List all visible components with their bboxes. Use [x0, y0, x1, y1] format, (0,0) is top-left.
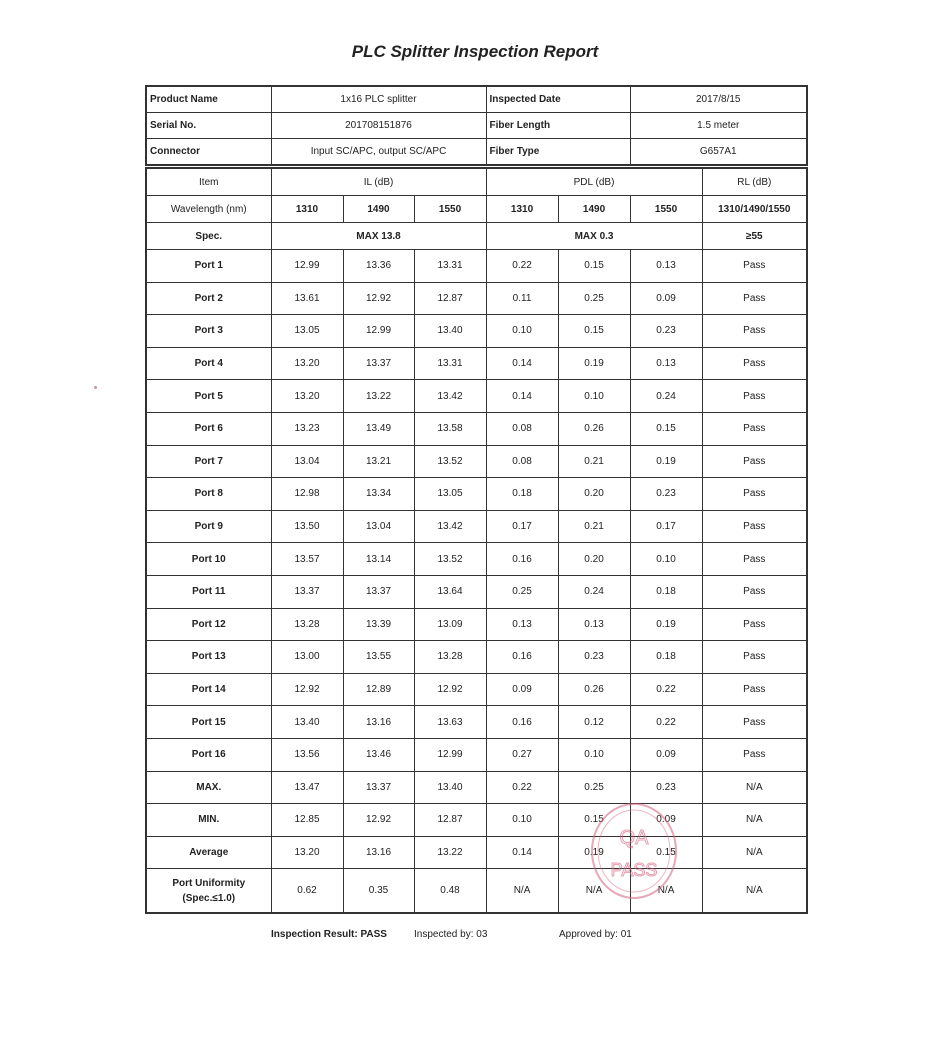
value-cell: 0.24: [558, 575, 630, 608]
value-cell: 0.17: [630, 510, 702, 543]
value-cell: 13.31: [414, 250, 486, 283]
value-cell: 0.25: [558, 771, 630, 804]
value-cell: 13.31: [414, 347, 486, 380]
table-row: [146, 380, 807, 413]
table-row: [146, 738, 807, 771]
value-cell: 0.10: [486, 804, 558, 837]
value-cell: 0.21: [558, 510, 630, 543]
table-row: [146, 804, 807, 837]
row-label: Port 9: [146, 510, 271, 543]
value-cell: 13.22: [343, 380, 414, 413]
row-label: Port 11: [146, 575, 271, 608]
value-cell: 13.28: [414, 641, 486, 674]
value-cell: Pass: [702, 282, 807, 315]
value-cell: 13.40: [414, 771, 486, 804]
value-cell: 0.23: [630, 315, 702, 348]
info-label: Serial No.: [146, 113, 271, 139]
info-row: [146, 113, 807, 139]
row-label: Port 3: [146, 315, 271, 348]
value-cell: Pass: [702, 673, 807, 706]
info-value: Input SC/APC, output SC/APC: [271, 139, 486, 166]
table-row: [146, 445, 807, 478]
value-cell: 13.04: [271, 445, 343, 478]
value-cell: 13.57: [271, 543, 343, 576]
value-cell: 0.19: [630, 608, 702, 641]
value-cell: 13.40: [271, 706, 343, 739]
value-cell: 0.24: [630, 380, 702, 413]
value-cell: 0.21: [558, 445, 630, 478]
row-label: Port 4: [146, 347, 271, 380]
spec-il: MAX 13.8: [271, 223, 486, 250]
value-cell: Pass: [702, 543, 807, 576]
value-cell: Pass: [702, 608, 807, 641]
value-cell: 0.15: [558, 315, 630, 348]
spec-rl: ≥55: [702, 223, 807, 250]
value-cell: 12.99: [343, 315, 414, 348]
value-cell: N/A: [702, 804, 807, 837]
info-label: Inspected Date: [486, 86, 630, 113]
value-cell: 0.23: [630, 771, 702, 804]
value-cell: 13.49: [343, 412, 414, 445]
value-cell: 12.85: [271, 804, 343, 837]
value-cell: Pass: [702, 641, 807, 674]
value-cell: 13.37: [343, 347, 414, 380]
value-cell: 12.99: [414, 738, 486, 771]
value-cell: Pass: [702, 412, 807, 445]
info-value: 2017/8/15: [630, 86, 807, 113]
uniformity-label-line2: (Spec.≤1.0): [182, 892, 236, 904]
value-cell: 0.26: [558, 673, 630, 706]
value-cell: N/A: [702, 836, 807, 869]
value-cell: 13.04: [343, 510, 414, 543]
table-row: [146, 836, 807, 869]
value-cell: 0.22: [630, 673, 702, 706]
row-label: Port 15: [146, 706, 271, 739]
wavelength-cell: 1490: [558, 196, 630, 223]
value-cell: N/A: [702, 771, 807, 804]
value-cell: 0.14: [486, 347, 558, 380]
table-row: [146, 510, 807, 543]
wavelength-cell: 1310/1490/1550: [702, 196, 807, 223]
value-cell: N/A: [702, 869, 807, 914]
il-header: IL (dB): [271, 168, 486, 196]
value-cell: 13.52: [414, 543, 486, 576]
value-cell: 0.15: [558, 804, 630, 837]
value-cell: 13.22: [414, 836, 486, 869]
value-cell: 0.23: [630, 478, 702, 511]
value-cell: 0.25: [558, 282, 630, 315]
info-row: [146, 139, 807, 166]
spec-label: Spec.: [146, 223, 271, 250]
value-cell: 13.09: [414, 608, 486, 641]
row-label: Port 1: [146, 250, 271, 283]
info-label: Product Name: [146, 86, 271, 113]
value-cell: 0.10: [630, 543, 702, 576]
value-cell: 13.34: [343, 478, 414, 511]
value-cell: 0.15: [558, 250, 630, 283]
value-cell: 0.11: [486, 282, 558, 315]
value-cell: 12.92: [271, 673, 343, 706]
value-cell: 13.63: [414, 706, 486, 739]
inspection-result: Inspection Result: PASS: [271, 929, 387, 940]
inspected-by: Inspected by: 03: [414, 929, 488, 940]
value-cell: 0.22: [486, 771, 558, 804]
value-cell: 13.39: [343, 608, 414, 641]
wavelength-cell: 1310: [486, 196, 558, 223]
value-cell: 0.16: [486, 641, 558, 674]
wavelength-cell: 1310: [271, 196, 343, 223]
row-label: Port 14: [146, 673, 271, 706]
value-cell: 0.22: [630, 706, 702, 739]
scan-speck: [94, 386, 97, 389]
value-cell: 0.09: [630, 282, 702, 315]
value-cell: 13.37: [271, 575, 343, 608]
row-label: MIN.: [146, 804, 271, 837]
value-cell: 13.05: [271, 315, 343, 348]
value-cell: 0.62: [271, 869, 343, 914]
value-cell: 13.00: [271, 641, 343, 674]
value-cell: 13.05: [414, 478, 486, 511]
value-cell: 0.13: [630, 250, 702, 283]
value-cell: 13.46: [343, 738, 414, 771]
value-cell: 12.89: [343, 673, 414, 706]
value-cell: 12.87: [414, 282, 486, 315]
value-cell: 0.18: [486, 478, 558, 511]
pdl-header: PDL (dB): [486, 168, 702, 196]
table-row: [146, 412, 807, 445]
info-row: [146, 86, 807, 113]
value-cell: 0.10: [558, 738, 630, 771]
value-cell: 0.16: [486, 706, 558, 739]
value-cell: 12.87: [414, 804, 486, 837]
value-cell: 13.55: [343, 641, 414, 674]
value-cell: Pass: [702, 738, 807, 771]
item-header: Item: [146, 168, 271, 196]
uniformity-label: [146, 869, 271, 914]
info-value: 1.5 meter: [630, 113, 807, 139]
table-row: [146, 282, 807, 315]
uniformity-row: [146, 869, 807, 914]
value-cell: 0.13: [630, 347, 702, 380]
report-title: PLC Splitter Inspection Report: [351, 42, 599, 61]
value-cell: 13.37: [343, 771, 414, 804]
value-cell: 13.23: [271, 412, 343, 445]
value-cell: Pass: [702, 315, 807, 348]
table-row: [146, 641, 807, 674]
wavelength-row: [146, 196, 807, 223]
value-cell: 0.25: [486, 575, 558, 608]
row-label: Port 6: [146, 412, 271, 445]
value-cell: Pass: [702, 445, 807, 478]
row-label: Port 8: [146, 478, 271, 511]
value-cell: 12.99: [271, 250, 343, 283]
value-cell: Pass: [702, 510, 807, 543]
rl-header: RL (dB): [702, 168, 807, 196]
group-header-row: [146, 168, 807, 196]
value-cell: 0.10: [558, 380, 630, 413]
value-cell: Pass: [702, 347, 807, 380]
value-cell: 0.10: [486, 315, 558, 348]
spec-row: [146, 223, 807, 250]
value-cell: 13.20: [271, 347, 343, 380]
value-cell: 0.48: [414, 869, 486, 914]
value-cell: 0.20: [558, 478, 630, 511]
value-cell: 0.15: [630, 412, 702, 445]
table-row: [146, 315, 807, 348]
approved-by: Approved by: 01: [559, 929, 632, 940]
value-cell: 0.23: [558, 641, 630, 674]
value-cell: 0.19: [558, 347, 630, 380]
row-label: MAX.: [146, 771, 271, 804]
value-cell: 12.98: [271, 478, 343, 511]
value-cell: 0.19: [558, 836, 630, 869]
value-cell: 0.08: [486, 445, 558, 478]
value-cell: 13.14: [343, 543, 414, 576]
value-cell: 13.42: [414, 510, 486, 543]
stamp-text-pass: PASS: [610, 860, 658, 880]
value-cell: 13.64: [414, 575, 486, 608]
info-value: 201708151876: [271, 113, 486, 139]
info-value: G657A1: [630, 139, 807, 166]
wavelength-cell: 1550: [630, 196, 702, 223]
value-cell: 0.13: [486, 608, 558, 641]
value-cell: Pass: [702, 478, 807, 511]
value-cell: 0.14: [486, 380, 558, 413]
value-cell: 13.58: [414, 412, 486, 445]
row-label: Port 16: [146, 738, 271, 771]
value-cell: 0.13: [558, 608, 630, 641]
value-cell: Pass: [702, 250, 807, 283]
value-cell: 0.08: [486, 412, 558, 445]
value-cell: 13.50: [271, 510, 343, 543]
table-row: [146, 575, 807, 608]
value-cell: 13.28: [271, 608, 343, 641]
table-row: [146, 347, 807, 380]
value-cell: 13.56: [271, 738, 343, 771]
value-cell: Pass: [702, 575, 807, 608]
value-cell: 0.14: [486, 836, 558, 869]
value-cell: 0.12: [558, 706, 630, 739]
table-row: [146, 673, 807, 706]
row-label: Average: [146, 836, 271, 869]
value-cell: 0.16: [486, 543, 558, 576]
value-cell: N/A: [486, 869, 558, 914]
wavelength-cell: 1490: [343, 196, 414, 223]
value-cell: 13.36: [343, 250, 414, 283]
table-row: [146, 478, 807, 511]
stamp-text-qa: QA: [619, 827, 649, 849]
value-cell: 13.40: [414, 315, 486, 348]
value-cell: 13.37: [343, 575, 414, 608]
row-label: Port 12: [146, 608, 271, 641]
info-label: Fiber Type: [486, 139, 630, 166]
value-cell: 0.27: [486, 738, 558, 771]
value-cell: 13.16: [343, 706, 414, 739]
value-cell: Pass: [702, 706, 807, 739]
table-row: [146, 250, 807, 283]
value-cell: 0.09: [630, 738, 702, 771]
table-row: [146, 706, 807, 739]
info-label: Fiber Length: [486, 113, 630, 139]
row-label: Port 10: [146, 543, 271, 576]
value-cell: 0.18: [630, 575, 702, 608]
value-cell: 0.35: [343, 869, 414, 914]
value-cell: 0.19: [630, 445, 702, 478]
value-cell: 0.26: [558, 412, 630, 445]
product-info-table: [145, 85, 808, 166]
value-cell: 13.52: [414, 445, 486, 478]
wavelength-label: Wavelength (nm): [146, 196, 271, 223]
value-cell: N/A: [630, 869, 702, 914]
uniformity-label-line1: Port Uniformity: [172, 877, 246, 889]
row-label: Port 5: [146, 380, 271, 413]
value-cell: 0.17: [486, 510, 558, 543]
value-cell: 0.09: [486, 673, 558, 706]
value-cell: 12.92: [343, 282, 414, 315]
spec-pdl: MAX 0.3: [486, 223, 702, 250]
row-label: Port 13: [146, 641, 271, 674]
table-row: [146, 543, 807, 576]
value-cell: 13.16: [343, 836, 414, 869]
value-cell: 13.47: [271, 771, 343, 804]
wavelength-cell: 1550: [414, 196, 486, 223]
value-cell: Pass: [702, 380, 807, 413]
value-cell: 0.18: [630, 641, 702, 674]
value-cell: 12.92: [414, 673, 486, 706]
measurement-table: [145, 167, 808, 914]
table-row: [146, 771, 807, 804]
info-label: Connector: [146, 139, 271, 166]
value-cell: 13.42: [414, 380, 486, 413]
value-cell: 13.21: [343, 445, 414, 478]
row-label: Port 2: [146, 282, 271, 315]
value-cell: 13.20: [271, 836, 343, 869]
value-cell: 13.20: [271, 380, 343, 413]
value-cell: 0.20: [558, 543, 630, 576]
value-cell: 0.22: [486, 250, 558, 283]
value-cell: 13.61: [271, 282, 343, 315]
value-cell: N/A: [558, 869, 630, 914]
info-value: 1x16 PLC splitter: [271, 86, 486, 113]
value-cell: 0.15: [630, 836, 702, 869]
value-cell: 12.92: [343, 804, 414, 837]
row-label: Port 7: [146, 445, 271, 478]
value-cell: 0.09: [630, 804, 702, 837]
table-row: [146, 608, 807, 641]
